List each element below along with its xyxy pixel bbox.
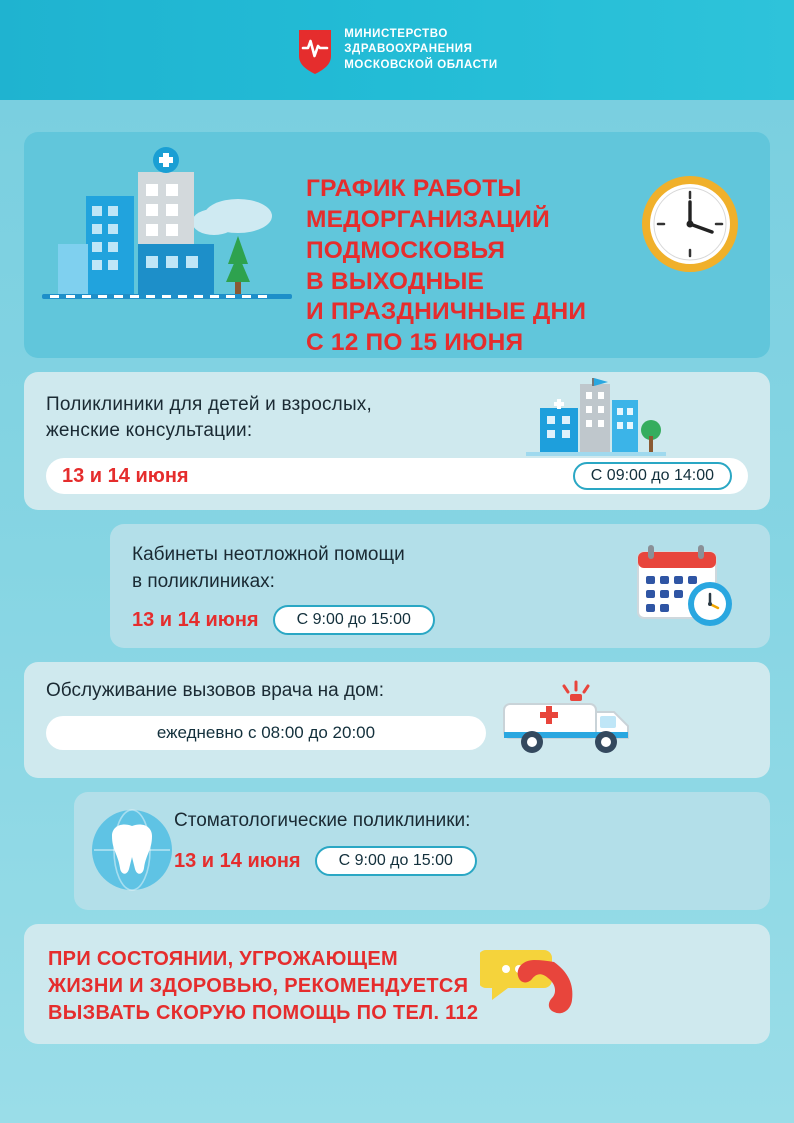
section-polyclinics-heading-line-1: Поликлиники для детей и взрослых, (46, 394, 372, 415)
content-stack (24, 132, 770, 1044)
emergency-alert-line-2: ЖИЗНИ И ЗДОРОВЬЮ, РЕКОМЕНДУЕТСЯ (48, 975, 469, 997)
section-home-visits-heading: Обслуживание вызовов врача на дом: (46, 680, 384, 701)
section-dental (74, 792, 770, 910)
ministry-line-1: МИНИСТЕРСТВО (344, 27, 448, 40)
emergency-alert-line-3: ВЫЗВАТЬ СКОРУЮ ПОМОЩЬ ПО ТЕЛ. 112 (48, 1002, 479, 1024)
section-dental-date: 13 и 14 июня (174, 849, 301, 872)
section-polyclinics (24, 372, 770, 510)
title-card (24, 132, 770, 358)
body-area (0, 100, 794, 1123)
section-home-visits (24, 662, 770, 778)
shield-heartbeat-icon (296, 26, 334, 74)
section-dental-time: С 9:00 до 15:00 (315, 846, 477, 876)
city-hospital-illustration (42, 144, 292, 349)
emergency-alert (24, 924, 770, 1044)
title-line-1: ГРАФИК РАБОТЫ (306, 175, 522, 202)
title-line-2: МЕДОРГАНИЗАЦИЙ (306, 205, 550, 233)
phone-chat-icon (480, 942, 600, 1028)
section-dental-schedule-bar (174, 846, 748, 876)
section-home-visits-schedule: ежедневно с 08:00 до 20:00 (46, 716, 486, 750)
ambulance-icon (480, 676, 640, 766)
section-urgent-care-heading-line-2: в поликлиниках: (132, 570, 275, 592)
header-band (0, 0, 794, 100)
tooth-icon (88, 806, 176, 894)
hospital-buildings-icon (520, 378, 670, 458)
section-polyclinics-time: С 09:00 до 14:00 (573, 462, 732, 490)
section-urgent-care (110, 524, 770, 648)
emergency-alert-line-1: ПРИ СОСТОЯНИИ, УГРОЖАЮЩЕМ (48, 948, 398, 970)
ministry-title (344, 27, 498, 74)
page-title (306, 174, 586, 358)
section-polyclinics-schedule-bar (46, 458, 748, 494)
section-polyclinics-date: 13 и 14 июня (62, 464, 189, 487)
emergency-alert-text (48, 946, 746, 1027)
ministry-line-3: МОСКОВСКОЙ ОБЛАСТИ (344, 58, 498, 71)
ministry-line-2: ЗДРАВООХРАНЕНИЯ (344, 43, 473, 56)
calendar-clock-icon (630, 540, 740, 632)
title-line-5: И ПРАЗДНИЧНЫЕ ДНИ (306, 298, 587, 326)
clock-icon (638, 172, 742, 276)
title-line-3: ПОДМОСКОВЬЯ (306, 236, 506, 264)
section-dental-heading: Стоматологические поликлиники: (174, 810, 471, 831)
section-urgent-care-heading-line-1: Кабинеты неотложной помощи (132, 544, 405, 565)
section-urgent-care-date: 13 и 14 июня (132, 608, 259, 631)
title-line-4: В ВЫХОДНЫЕ (306, 267, 485, 295)
section-urgent-care-time: С 9:00 до 15:00 (273, 605, 435, 635)
section-polyclinics-heading-line-2: женские консультации: (46, 419, 253, 441)
ministry-logo (296, 26, 498, 74)
title-line-6: С 12 ПО 15 ИЮНЯ (306, 329, 524, 357)
